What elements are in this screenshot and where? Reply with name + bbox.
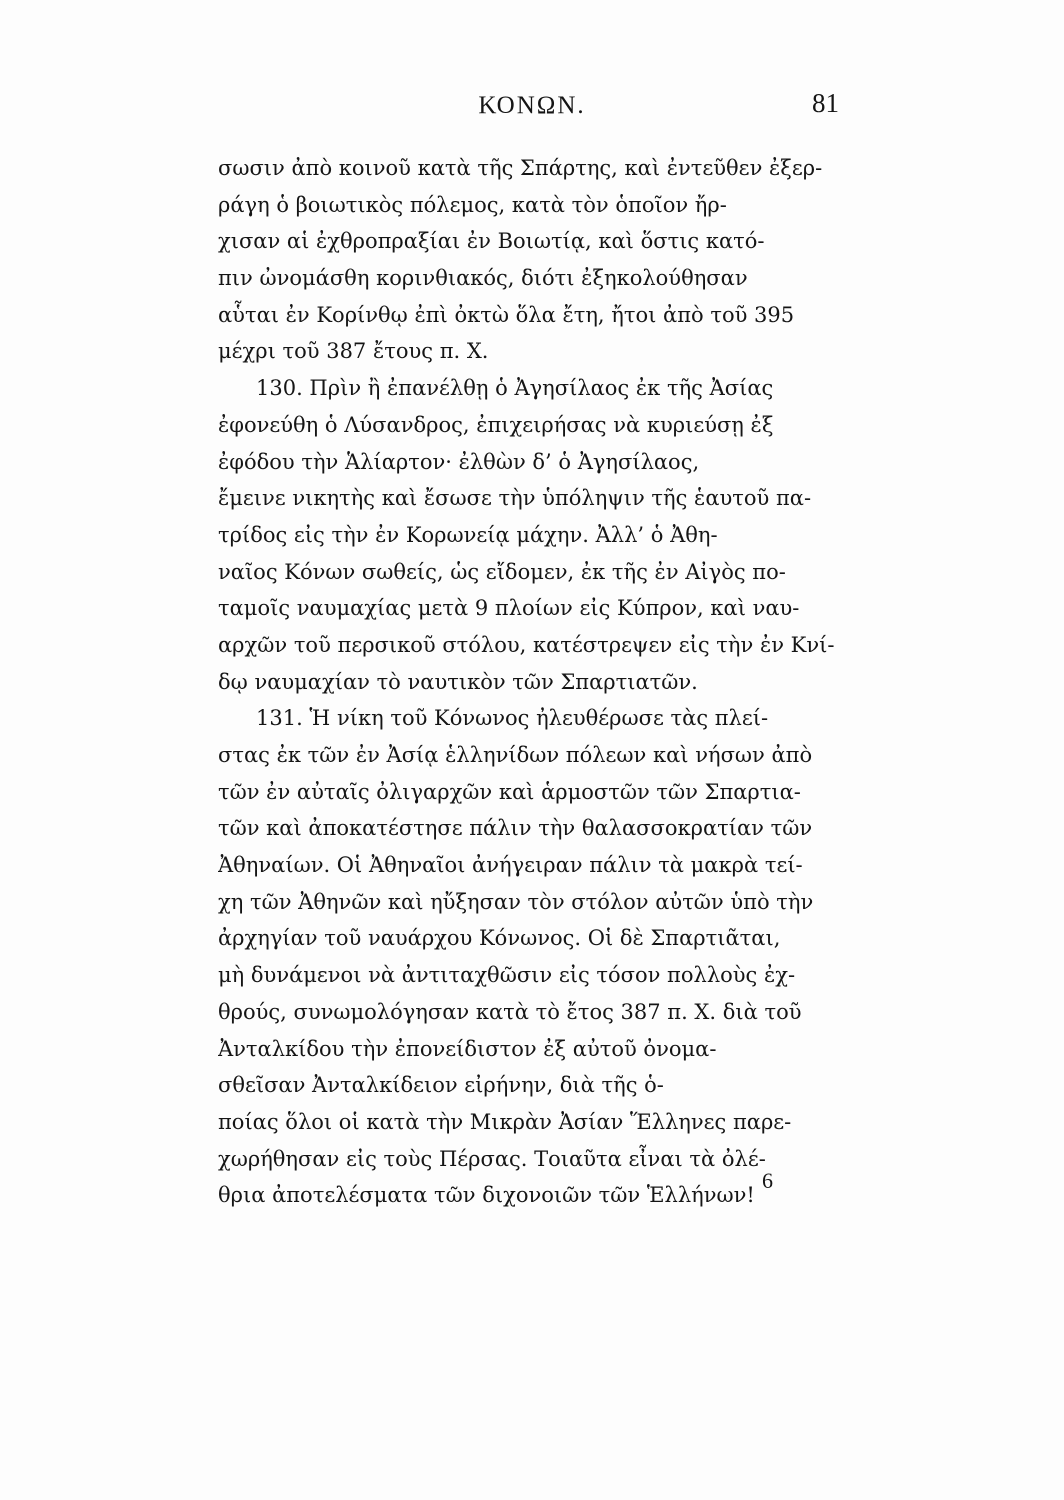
text-line: σωσιν ἀπὸ κοινοῦ κατὰ τῆς Σπάρτης, καὶ ἐντεῦθεν ἐξερ-: [218, 156, 823, 180]
page-number: 81: [812, 88, 839, 118]
text-line: δῳ ναυμαχίαν τὸ ναυτικὸν τῶν Σπαρτιατῶν.: [218, 669, 698, 694]
text-line: ἀρχηγίαν τοῦ ναυάρχου Κόνωνος. Οἱ δὲ Σπαρτιᾶται,: [218, 926, 781, 951]
body-text: [218, 150, 848, 1214]
text-line: χωρήθησαν εἰς τοὺς Πέρσας. Τοιαῦτα εἶναι τὰ ὀλέ-: [218, 1146, 766, 1171]
text-line: πιν ὠνομάσθη κορινθιακός, διότι ἐξηκολούθησαν: [218, 266, 748, 291]
text-line: χη τῶν Ἀθηνῶν καὶ ηὔξησαν τὸν στόλον αὐτῶν ὑπὸ τὴν: [218, 889, 814, 914]
text-line: αὗται ἐν Κορίνθῳ ἐπὶ ὀκτὼ ὅλα ἔτη, ἤτοι ἀπὸ τοῦ 395: [218, 302, 795, 327]
text-line: τῶν ἐν αὐταῖς ὀλιγαρχῶν καὶ ἁρμοστῶν τῶν Σπαρτια-: [218, 779, 801, 804]
text-line: ταμοῖς ναυμαχίας μετὰ 9 πλοίων εἰς Κύπρον, καὶ ναυ-: [218, 596, 800, 621]
text-line: ναῖος Κόνων σωθείς, ὡς εἴδομεν, ἐκ τῆς ἐν Αἰγὸς πο-: [218, 559, 786, 584]
paragraph-131-start: 131. Ἡ νίκη τοῦ Κόνωνος ἠλευθέρωσε τὰς πλεί-: [256, 706, 769, 731]
text-line: ἔμεινε νικητὴς καὶ ἔσωσε τὴν ὑπόληψιν τῆς ἑαυτοῦ πα-: [218, 486, 812, 511]
signature-mark: 6: [762, 1168, 773, 1193]
text-line: μὴ δυνάμενοι νὰ ἀντιταχθῶσιν εἰς τόσον πολλοὺς ἐχ-: [218, 963, 796, 988]
paragraph-130-start: 130. Πρὶν ἢ ἐπανέλθῃ ὁ Ἀγησίλαος ἐκ τῆς Ἀσίας: [256, 376, 774, 401]
text-line: θρια ἀποτελέσματα τῶν διχονοιῶν τῶν Ἑλλήνων!: [218, 1183, 755, 1208]
text-line: Ἀνταλκίδου τὴν ἐπονείδιστον ἐξ αὐτοῦ ὀνομα-: [218, 1036, 717, 1061]
text-line: ποίας ὅλοι οἱ κατὰ τὴν Μικρὰν Ἀσίαν Ἕλληνες παρε-: [218, 1109, 792, 1134]
text-line: στας ἐκ τῶν ἐν Ἀσίᾳ ἑλληνίδων πόλεων καὶ νήσων ἀπὸ: [218, 743, 813, 767]
text-line: θρούς, συνωμολόγησαν κατὰ τὸ ἔτος 387 π. Χ. διὰ τοῦ: [218, 999, 802, 1024]
text-line: σθεῖσαν Ἀνταλκίδειον εἰρήνην, διὰ τῆς ὁ-: [218, 1073, 664, 1098]
running-head-title: ΚΟΝΩΝ.: [478, 92, 586, 119]
text-line: ἐφόδου τὴν Ἁλίαρτον· ἐλθὼν δ’ ὁ Ἀγησίλαος,: [218, 449, 700, 474]
text-line: ράγη ὁ βοιωτικὸς πόλεμος, κατὰ τὸν ὁποῖον ἤρ-: [218, 192, 727, 217]
text-line: Ἀθηναίων. Οἱ Ἀθηναῖοι ἀνήγειραν πάλιν τὰ μακρὰ τεί-: [218, 853, 803, 878]
text-line: τῶν καὶ ἀποκατέστησε πάλιν τὴν θαλασσοκρατίαν τῶν: [218, 816, 813, 841]
text-line: τρίδος εἰς τὴν ἐν Κορωνείᾳ μάχην. Ἀλλ’ ὁ Ἀθη-: [218, 522, 718, 547]
text-line: μέχρι τοῦ 387 ἔτους π. Χ.: [218, 339, 489, 364]
text-line: χισαν αἱ ἐχθροπραξίαι ἐν Βοιωτίᾳ, καὶ ὅστις κατό-: [218, 229, 765, 254]
text-line: ἐφονεύθη ὁ Λύσανδρος, ἐπιχειρήσας νὰ κυριεύσῃ ἐξ: [218, 412, 774, 437]
text-line: αρχῶν τοῦ περσικοῦ στόλου, κατέστρεψεν εἰς τὴν ἐν Κνί-: [218, 632, 835, 657]
